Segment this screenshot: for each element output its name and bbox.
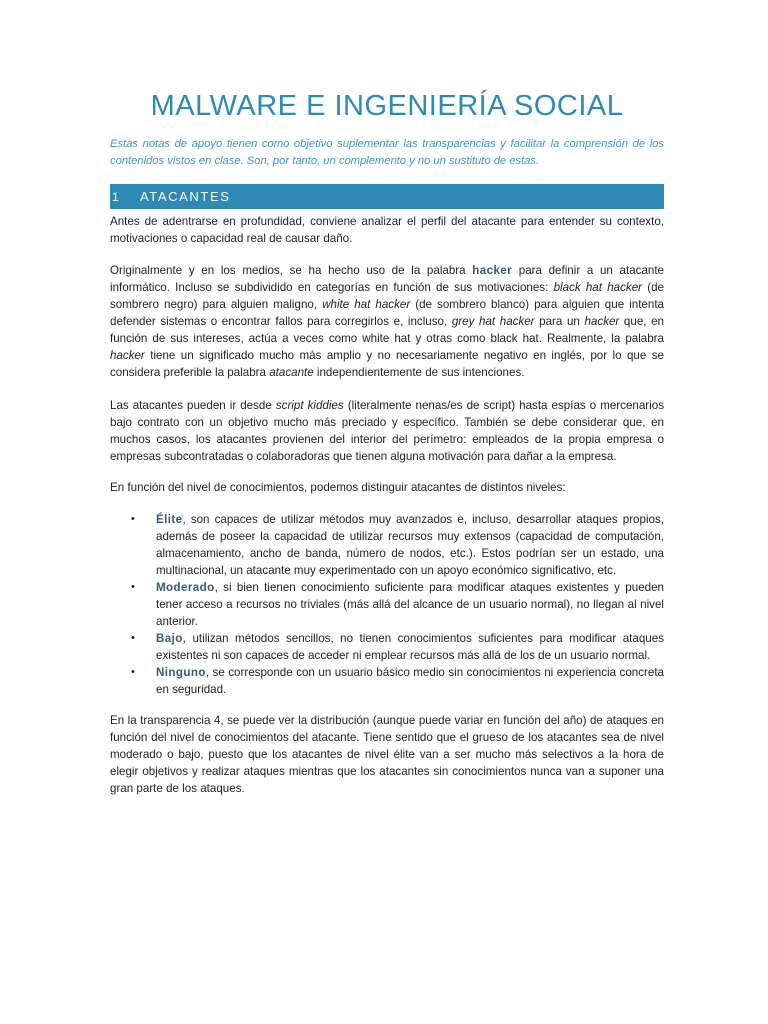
term-white-hat: white hat hacker [322, 298, 411, 311]
list-item-moderado [110, 579, 664, 630]
text-run: tiene un significado mucho más amplio y no necesariamente negativo en inglés, por lo que se considera preferible la palabra [110, 349, 664, 379]
level-name: Moderado [156, 581, 215, 594]
section-number: 1 [112, 189, 119, 204]
list-item-bajo [110, 630, 664, 664]
section-heading [110, 184, 664, 209]
text-run: (de sombrero blanco) para alguien que intenta defender sistemas o encontrar fallos para corregirlos e, incluso, [110, 298, 664, 328]
term-hacker: hacker [584, 315, 620, 328]
term-hacker: hacker [110, 349, 145, 362]
text-run: para un [534, 315, 585, 328]
text-run: que, en función de sus intereses, actúa a veces como white hat y otras como black hat. Realmente, la palabra [110, 315, 665, 345]
level-description: , si bien tienen conocimiento suficiente para modificar ataques existentes y pueden tener acceso a recursos no triviales (más allá del alcance de un usuario normal), no llegan al nivel anterior. [156, 581, 664, 628]
text-run: Originalmente y en los medios, se ha hecho uso de la palabra [110, 264, 473, 277]
levels-list [110, 511, 664, 698]
text-run: independientemente de sus intenciones. [313, 366, 525, 379]
text-run: Las atacantes pueden ir desde [110, 399, 276, 412]
paragraph-attackers [110, 397, 664, 465]
list-item-ninguno [110, 664, 664, 698]
term-black-hat: black hat hacker [553, 281, 642, 294]
bullet: • [131, 581, 135, 593]
level-description: , son capaces de utilizar métodos muy avanzados e, incluso, desarrollar ataques propios, además de poseer la capacidad de utilizar recursos muy extensos (capacidad de computación, almacenamiento, ancho de banda, número de nodos, etc.). Estos podrían ser un estado, una multinacional, un atacante muy experimentado con un apoyo económico significativo, etc. [156, 513, 664, 577]
paragraph-levels-intro: En función del nivel de conocimientos, podemos distinguir atacantes de distintos niveles: [110, 481, 566, 494]
text-run: (de sombrero negro) para alguien maligno, [110, 281, 664, 311]
level-name: Ninguno [156, 666, 206, 679]
document-subtitle: Estas notas de apoyo tienen como objetivo suplementar las transparencias y facilitar la comprensión de los contenidos vistos en clase. Son, por tanto, un complemento y no un sustituto de estas. [110, 138, 664, 167]
term-atacante: atacante [269, 366, 314, 379]
document-page [110, 0, 664, 797]
paragraph-distribution: En la transparencia 4, se puede ver la distribución (aunque puede variar en función del año) de ataques en función del nivel de conocimientos del atacante. Tiene sentido que el grueso de los atacantes sea de nivel moderado o bajo, puesto que los atacantes de nivel élite van a ser mucho más selectivos a la hora de elegir objetivos y realizar ataques mientras que los atacantes sin conocimientos nunca van a suponer una gran parte de los ataques. [110, 714, 664, 795]
bullet: • [131, 632, 135, 644]
level-name: Bajo [156, 632, 183, 645]
document-title: MALWARE E INGENIERÍA SOCIAL [150, 90, 624, 122]
level-description: , se corresponde con un usuario básico medio sin conocimientos ni experiencia concreta en seguridad. [156, 666, 664, 696]
bullet: • [131, 666, 135, 678]
text-run: (literalmente nenas/es de script) hasta espías o mercenarios bajo contrato con un objetivo mucho más preciado y específico. También se debe considerar que, en muchos casos, los atacantes provienen del interior del perímetro: empleados de la propia empresa o empresas subcontratadas o colaboradoras que tienen alguna motivación para dañar a la empresa. [110, 399, 664, 463]
paragraph-intro: Antes de adentrarse en profundidad, conviene analizar el perfil del atacante para entender su contexto, motivaciones o capacidad real de causar daño. [110, 215, 664, 245]
keyword-hacker: hacker [472, 264, 513, 277]
bullet: • [131, 513, 135, 525]
term-script-kiddies: script kiddies [275, 399, 344, 412]
term-grey-hat: grey hat hacker [451, 315, 535, 328]
level-description: , utilizan métodos sencillos, no tienen conocimientos suficientes para modificar ataques existentes ni son capaces de acceder ni emplear recursos más allá de los de un usuario normal. [156, 632, 664, 662]
level-name: Élite [156, 513, 183, 526]
text-run: para definir a un atacante informático. Incluso se subdividido en categorías en función de sus motivaciones: [110, 264, 665, 294]
paragraph-hacker [110, 262, 664, 381]
list-item-elite [110, 511, 664, 579]
section-title: ATACANTES [140, 189, 231, 204]
